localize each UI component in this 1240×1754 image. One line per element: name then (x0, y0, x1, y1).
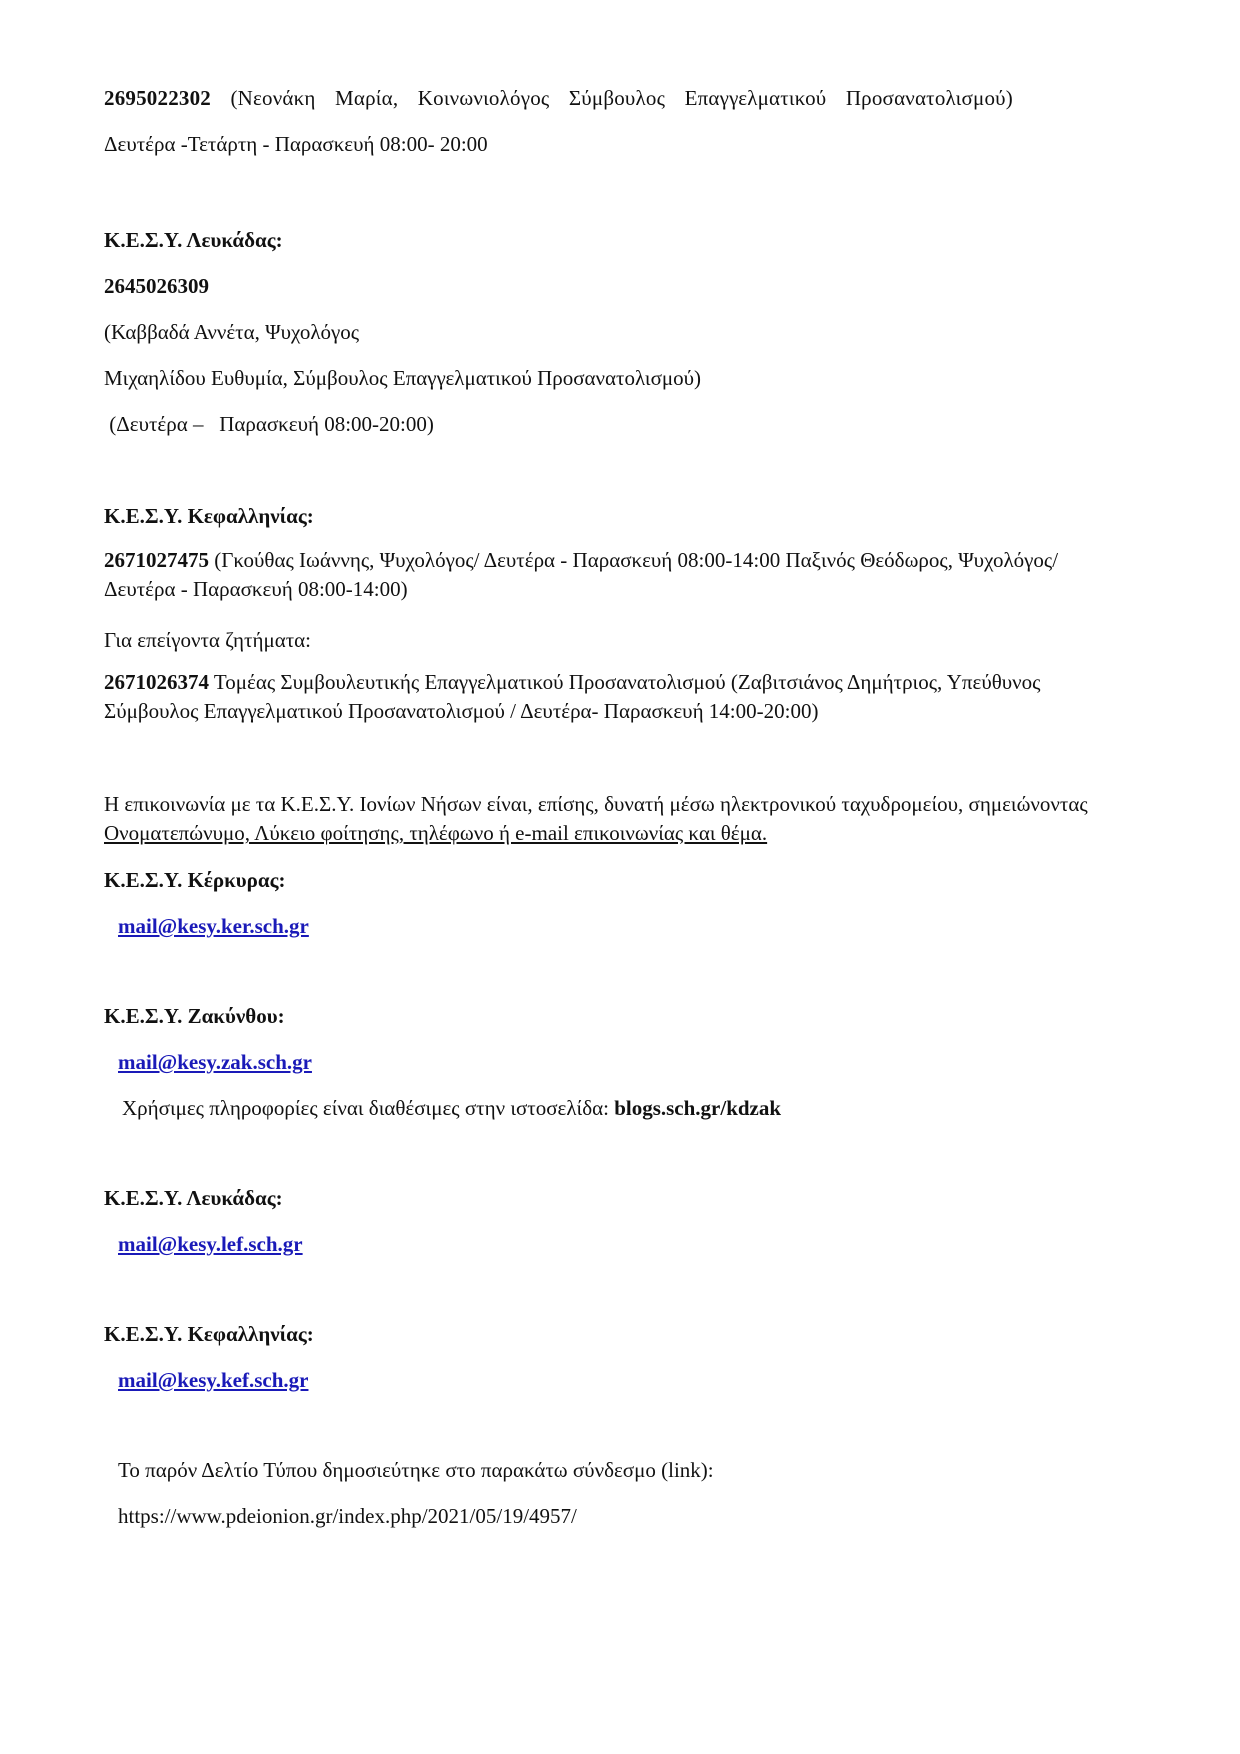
email-link-zakynthos[interactable]: mail@kesy.zak.sch.gr (118, 1050, 312, 1074)
phone-number: 2671026374 (104, 670, 209, 694)
urgent-phone-paragraph (104, 668, 1114, 726)
contact-line: (Καββαδά Αννέτα, Ψυχολόγος (104, 320, 360, 344)
email-link-lefkada[interactable]: mail@kesy.lef.sch.gr (118, 1232, 303, 1256)
office-hours: (Δευτέρα – Παρασκευή 08:00-20:00) (104, 412, 434, 436)
info-text: Χρήσιμες πληροφορίες είναι διαθέσιμες στην ιστοσελίδα: (122, 1096, 615, 1120)
email-link-kefalonia[interactable]: mail@kesy.kef.sch.gr (118, 1368, 309, 1392)
email-intro-paragraph (104, 790, 1114, 848)
section-heading-kerkyra: Κ.Ε.Σ.Υ. Κέρκυρας: (104, 868, 286, 892)
intro-text: Η επικοινωνία με τα Κ.Ε.Σ.Υ. Ιονίων Νήσων είναι, επίσης, δυνατή μέσω ηλεκτρονικού ταχυδρομείου, σημειώνοντας (104, 792, 1088, 816)
phone-number: 2645026309 (104, 274, 209, 298)
contact-description: Τομέας Συμβουλευτικής Επαγγελματικού Προσανατολισμού (Ζαβιτσιάνος Δημήτριος, Υπεύθυνος Σύμβουλος Επαγγελματικού Προσανατολισμού / Δευτέρα- Παρασκευή 14:00-20:00) (104, 670, 1041, 723)
press-release-url[interactable]: https://www.pdeionion.gr/index.php/2021/05/19/4957/ (118, 1504, 577, 1528)
section-heading-lefkada: Κ.Ε.Σ.Υ. Λευκάδας: (104, 228, 283, 252)
required-info-text: Ονοματεπώνυμο, Λύκειο φοίτησης, τηλέφωνο ή e-mail επικοινωνίας και θέμα. (104, 821, 768, 845)
office-hours: Δευτέρα -Τετάρτη - Παρασκευή 08:00- 20:00 (104, 132, 488, 156)
contact-description: (Νεονάκη Μαρία, Κοινωνιολόγος Σύμβουλος Επαγγελματικού Προσανατολισμού) (230, 86, 1013, 110)
kefalonia-phone-paragraph (104, 546, 1114, 604)
urgent-label: Για επείγοντα ζητήματα: (104, 628, 311, 652)
phone-number: 2671027475 (104, 548, 209, 572)
zakynthos-info-line (122, 1094, 781, 1122)
section-heading-kefalonia: Κ.Ε.Σ.Υ. Κεφαλληνίας: (104, 504, 314, 528)
website-link[interactable]: blogs.sch.gr/kdzak (614, 1096, 782, 1120)
contact-line: Μιχαηλίδου Ευθυμία, Σύμβουλος Επαγγελματικού Προσανατολισμού) (104, 366, 702, 390)
phone-number: 2695022302 (104, 86, 211, 110)
zakynthos-phone-line (104, 84, 1013, 112)
press-release-note: Το παρόν Δελτίο Τύπου δημοσιεύτηκε στο παρακάτω σύνδεσμο (link): (118, 1458, 714, 1482)
section-heading-lefkada-email: Κ.Ε.Σ.Υ. Λευκάδας: (104, 1186, 283, 1210)
email-link-kerkyra[interactable]: mail@kesy.ker.sch.gr (118, 914, 309, 938)
section-heading-zakynthos: Κ.Ε.Σ.Υ. Ζακύνθου: (104, 1004, 285, 1028)
section-heading-kefalonia-email: Κ.Ε.Σ.Υ. Κεφαλληνίας: (104, 1322, 314, 1346)
contact-description: (Γκούθας Ιωάννης, Ψυχολόγος/ Δευτέρα - Παρασκευή 08:00-14:00 Παξινός Θεόδωρος, Ψυχολόγος/ Δευτέρα - Παρασκευή 08:00-14:00) (104, 548, 1059, 601)
